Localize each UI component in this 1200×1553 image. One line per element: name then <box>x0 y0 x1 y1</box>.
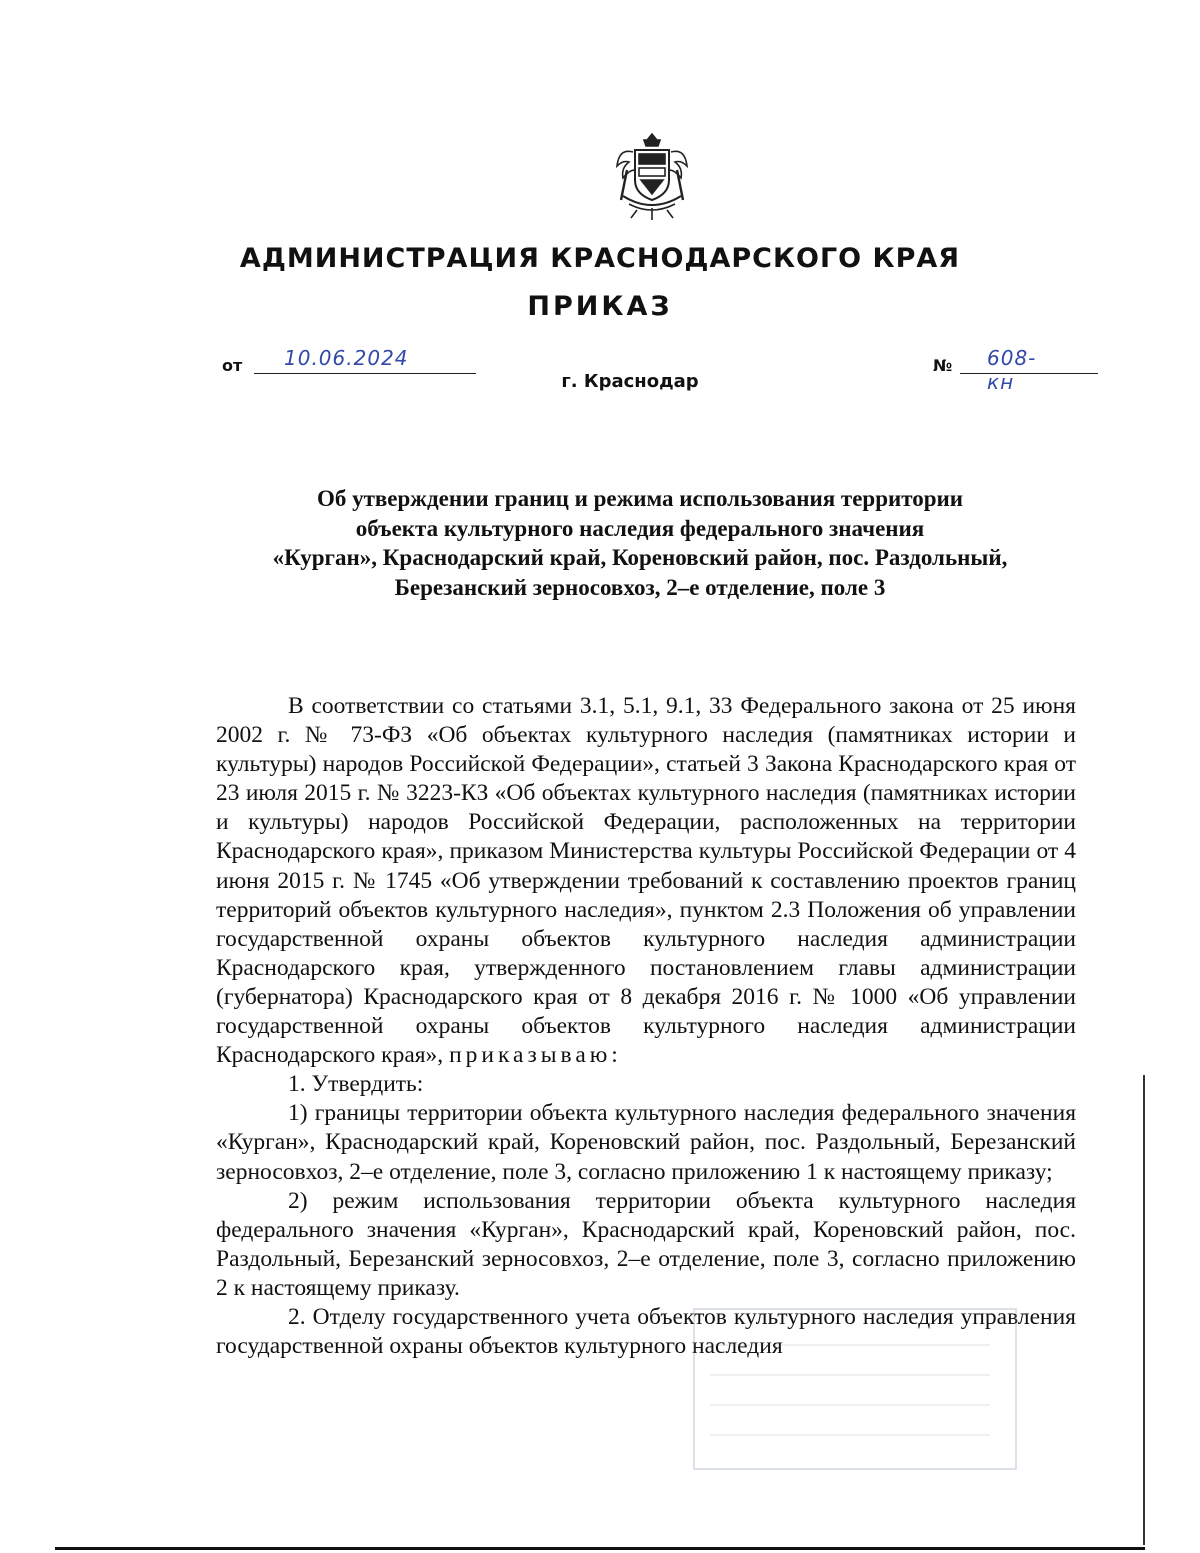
title-line: «Курган», Краснодарский край, Кореновский район, пос. Раздольный, <box>272 545 1008 570</box>
item-1-1: 1) границы территории объекта культурного наследия федерального значения «Курган», Краснодарский край, Кореновский район, пос. Раздольный, Березанский зерносовхоз, 2–е отделение, поле 3, согласно приложению 1 к настоящему приказу; <box>216 1100 1076 1185</box>
number-label: № <box>933 356 953 375</box>
date-label: от <box>222 356 243 375</box>
coat-of-arms-icon <box>613 130 691 222</box>
document-title <box>200 484 1080 602</box>
authority-name: АДМИНИСТРАЦИЯ КРАСНОДАРСКОГО КРАЯ <box>239 243 961 274</box>
title-line: Березанский зерносовхоз, 2–е отделение, поле 3 <box>394 574 886 600</box>
number-value: 608-кн <box>987 346 1037 394</box>
date-value: 10.06.2024 <box>284 346 409 370</box>
document-type: ПРИКАЗ <box>527 291 673 322</box>
item-1-2: 2) режим использования территории объекта культурного наследия федерального значения «Курган», Краснодарский край, Кореновский район, пос. Раздольный, Березанский зерносовхоз, 2–е отделение, поле 3, согласно приложению 2 к настоящему приказу. <box>216 1187 1076 1301</box>
item-1: 1. Утвердить: <box>288 1071 424 1098</box>
preamble-paragraph <box>216 692 1076 1070</box>
scan-edge-line <box>1143 1075 1145 1545</box>
document-body <box>216 692 1076 1361</box>
order-word: приказываю: <box>449 1042 622 1069</box>
preamble-text: В соответствии со статьями 3.1, 5.1, 9.1, 33 Федерального закона от 25 июня 2002 г. № 73-ФЗ «Об объектах культурного наследия (памятниках истории и культуры) народов Российской Федерации», статьей 3 Закона Краснодарского края от 23 июля 2015 г. № 3223-КЗ «Об объектах культурного наследия (памятниках истории и культуры) народов Российской Федерации, расположенных на территории Краснодарского края», приказом Министерства культуры Российской Федерации от 4 июня 2015 г. № 1745 «Об утверждении требований к составлению проектов границ территорий объектов культурного наследия», пунктом 2.3 Положения об управлении государственной охраны объектов культурного наследия администрации Краснодарского края, утвержденного постановлением главы администрации (губернатора) Краснодарского края от 8 декабря 2016 г. № 1000 «Об управлении государственной охраны объектов культурного наследия администрации Краснодарского края», <box>216 693 1076 1069</box>
title-line: объекта культурного наследия федерального значения <box>355 515 925 541</box>
city: г. Краснодар <box>561 371 699 392</box>
scan-bottom-line <box>55 1547 1145 1550</box>
item-2: 2. Отделу государственного учета объектов культурного наследия управления государственной охраны объектов культурного наследия <box>216 1303 1076 1360</box>
title-line: Об утверждении границ и режима использования территории <box>316 486 964 511</box>
